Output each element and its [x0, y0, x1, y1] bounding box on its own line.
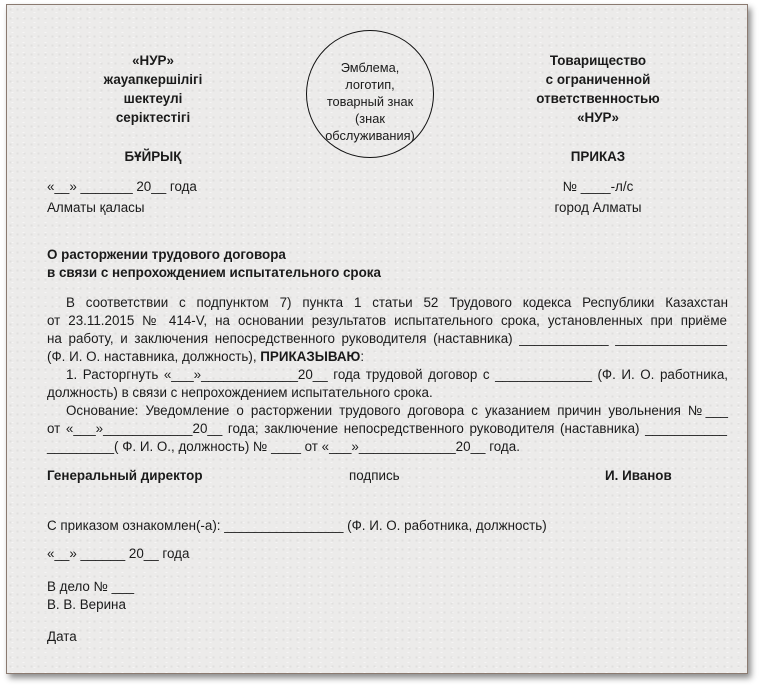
body-line: Основание: Уведомление о расторжении трудового договора с указанием причин увольнения №___ — [66, 403, 728, 418]
subject-line-1: О расторжении трудового договора — [47, 247, 286, 262]
left-doc-title: БҰЙРЫҚ — [124, 149, 182, 164]
body-text: (Ф. И. О. наставника, должность), — [47, 349, 261, 364]
org-line: Товарищество — [549, 53, 647, 68]
emblem-placeholder — [306, 59, 434, 144]
emblem-line: товарный знак — [326, 94, 414, 109]
body-line: В соответствии с подпунктом 7) пункта 1 статьи 52 Трудового кодекса Республики Казахстан — [66, 295, 728, 310]
org-line: жауапкершілігі — [103, 72, 203, 87]
right-city: город Алматы — [554, 200, 642, 215]
emblem-line: обслуживания) — [325, 128, 415, 143]
emblem-line: логотип, — [345, 77, 395, 92]
body-line: от 23.11.2015 № 414-V, на основании результатов испытательного срока, установленных при приёме — [47, 313, 727, 328]
order-keyword: ПРИКАЗЫВАЮ — [260, 349, 361, 364]
org-line: ответственностью — [536, 91, 660, 106]
case-file-person: В. В. Верина — [47, 597, 126, 612]
body-line: должность) в связи с непрохождением испытательного срока. — [47, 385, 433, 400]
signatory-name: И. Иванов — [605, 468, 672, 483]
right-org-name — [507, 51, 689, 127]
left-org-name — [67, 51, 239, 127]
case-file-number: В дело № ___ — [47, 579, 135, 594]
right-doc-title: ПРИКАЗ — [570, 149, 626, 164]
acquaintance-line: С приказом ознакомлен(-а): ________________ (Ф. И. О. работника, должность) — [47, 518, 547, 533]
body-line: на работу, и заключения непосредственного руководителя (наставника) ____________ _______________ — [47, 331, 727, 346]
emblem-line: Эмблема, — [340, 60, 400, 75]
signature-placeholder: подпись — [349, 468, 400, 483]
left-date: «__» _______ 20__ года — [47, 179, 197, 194]
document-page — [6, 4, 748, 674]
date-label: Дата — [47, 629, 77, 644]
org-line: шектеулі — [123, 91, 183, 106]
body-line — [47, 348, 364, 366]
body-line: _________( Ф. И. О., должность) № ____ от «___»_____________20__ года. — [47, 439, 520, 454]
body-line: от «___»____________20__ года; заключение непосредственного руководителя (наставника) ___________ — [47, 421, 727, 436]
order-number: № ____-л/с — [562, 179, 634, 194]
acquaintance-date: «__» ______ 20__ года — [47, 546, 190, 561]
body-text: : — [360, 349, 365, 364]
body-line: 1. Расторгнуть «___»_____________20__ года трудовой договор с _____________ (Ф. И. О. работника, — [66, 367, 728, 382]
left-city: Алматы қаласы — [47, 200, 145, 215]
org-line: серіктестігі — [115, 110, 191, 125]
org-line: «НУР» — [132, 53, 174, 68]
signatory-position: Генеральный директор — [47, 468, 203, 483]
org-line: «НУР» — [577, 110, 619, 125]
emblem-line: (знак — [355, 111, 385, 126]
org-line: с ограниченной — [545, 72, 651, 87]
subject-line-2: в связи с непрохождением испытательного срока — [47, 265, 381, 280]
